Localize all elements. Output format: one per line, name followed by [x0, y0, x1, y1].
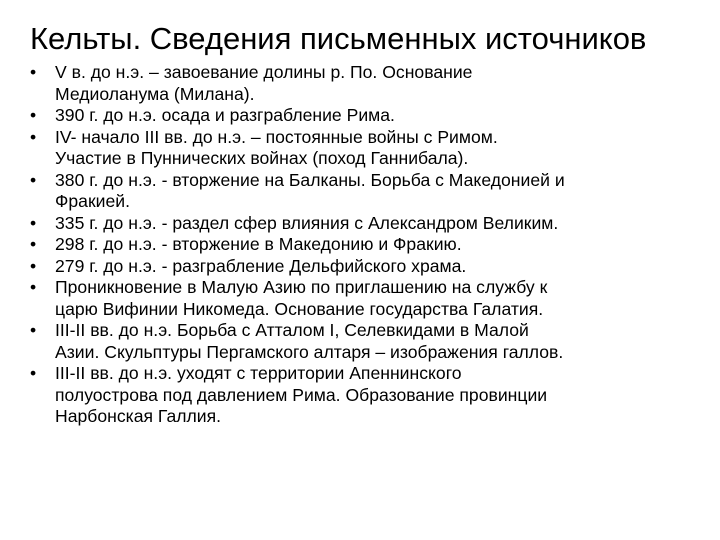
bullet-line: 298 г. до н.э. - вторжение в Македонию и Фракию. [55, 234, 462, 254]
bullet-item [30, 105, 702, 127]
bullet-marker: • [30, 277, 37, 297]
bullet-marker: • [30, 62, 37, 82]
bullet-text [55, 234, 702, 256]
bullet-marker: • [30, 169, 37, 190]
bullet-marker: • [30, 320, 37, 340]
bullet-text [55, 170, 702, 213]
bullet-item [30, 256, 702, 278]
bullet-marker: • [30, 363, 37, 383]
bullet-marker: • [30, 255, 37, 276]
bullet-marker: • [30, 126, 37, 147]
bullet-line: 335 г. до н.э. - раздел сфер влияния с Александром Великим. [55, 212, 559, 233]
bullet-text [55, 62, 702, 105]
bullet-list [30, 62, 702, 428]
bullet-line: 380 г. до н.э. - вторжение на Балканы. Борьба с Македонией и [55, 169, 565, 190]
bullet-line: Азии. Скульптуры Пергамского алтаря – изображения галлов. [55, 341, 564, 362]
bullet-marker: • [30, 212, 37, 233]
bullet-line: царю Вифинии Никомеда. Основание государства Галатия. [55, 298, 544, 319]
bullet-text [55, 363, 702, 428]
bullet-line: Фракией. [55, 191, 130, 211]
bullet-line: 390 г. до н.э. осада и разграбление Рима. [55, 105, 395, 125]
bullet-item [30, 127, 702, 170]
bullet-text [55, 277, 702, 320]
bullet-line: Нарбонская Галлия. [55, 406, 222, 426]
slide-title: Кельты. Сведения письменных источников [30, 21, 647, 56]
bullet-line: 279 г. до н.э. - разграбление Дельфийского храма. [55, 255, 467, 276]
bullet-text [55, 320, 702, 363]
bullet-line: IV- начало III вв. до н.э. – постоянные войны с Римом. [55, 126, 498, 147]
bullet-item [30, 213, 702, 235]
bullet-line: Участие в Пуннических войнах (поход Ганнибала). [55, 148, 469, 168]
bullet-line: полуострова под давлением Рима. Образование провинции [55, 384, 548, 405]
bullet-marker: • [30, 234, 37, 254]
bullet-text [55, 127, 702, 170]
bullet-item [30, 320, 702, 363]
bullet-line: Проникновение в Малую Азию по приглашению на службу к [55, 277, 548, 297]
bullet-text [55, 105, 702, 127]
bullet-item [30, 170, 702, 213]
bullet-item [30, 62, 702, 105]
bullet-marker: • [30, 105, 37, 125]
bullet-text [55, 256, 702, 278]
bullet-line: III-II вв. до н.э. Борьба с Атталом I, Селевкидами в Малой [55, 320, 529, 340]
bullet-line: Медиоланума (Милана). [55, 83, 255, 104]
bullet-line: V в. до н.э. – завоевание долины р. По. Основание [55, 62, 473, 82]
bullet-text [55, 213, 702, 235]
bullet-line: III-II вв. до н.э. уходят с территории Апеннинского [55, 363, 462, 383]
bullet-item [30, 363, 702, 428]
bullet-item [30, 234, 702, 256]
bullet-item [30, 277, 702, 320]
